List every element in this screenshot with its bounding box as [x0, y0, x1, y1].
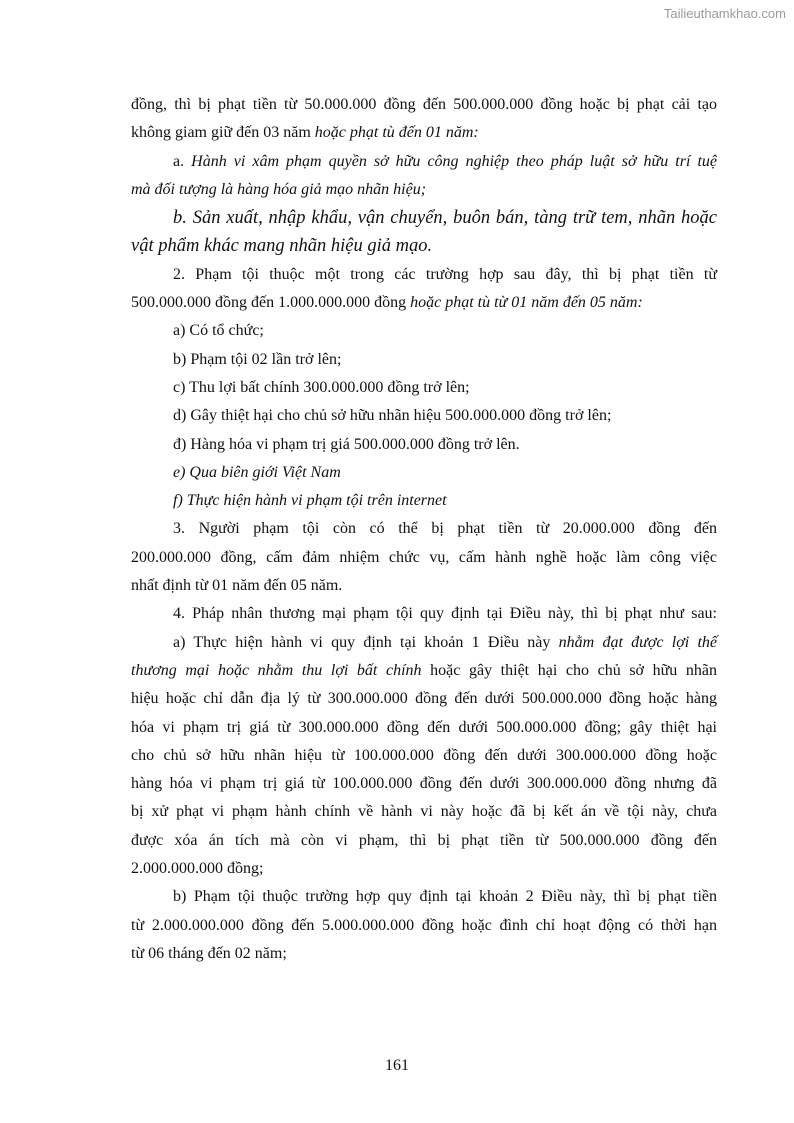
- text-line: cho chủ sở hữu nhãn hiệu từ 100.000.000 đồng đến dưới 300.000.000 đồng hoặc: [131, 746, 717, 764]
- text-line: bị xử phạt vi phạm hành chính về hành vi này hoặc đã bị kết án về tội này, chưa: [131, 803, 717, 821]
- text-line: hàng hóa vi phạm trị giá từ 100.000.000 đồng đến dưới 300.000.000 đồng nhưng đã: [131, 775, 717, 793]
- text-line: f) Thực hiện hành vi phạm tội trên internet: [173, 492, 447, 510]
- text-line: a) Thực hiện hành vi quy định tại khoản 1 Điều này nhằm đạt được lợi thế: [173, 633, 717, 651]
- text-line: a. Hành vi xâm phạm quyền sở hữu công nghiệp theo pháp luật sở hữu trí tuệ: [173, 152, 718, 170]
- text-line: hóa vi phạm trị giá từ 300.000.000 đồng đến dưới 500.000.000 đồng; gây thiệt hại: [131, 718, 717, 736]
- text-line: e) Qua biên giới Việt Nam: [173, 463, 341, 481]
- text-line: hiệu hoặc chỉ dẫn địa lý từ 300.000.000 đồng đến dưới 500.000.000 đồng hoặc hàng: [131, 690, 717, 708]
- text-line: 500.000.000 đồng đến 1.000.000.000 đồng hoặc phạt tù từ 01 năm đến 05 năm:: [131, 294, 643, 312]
- text-line: nhất định từ 01 năm đến 05 năm.: [131, 577, 343, 595]
- watermark: Tailieuthamkhao.com: [663, 6, 786, 21]
- page-number: 161: [385, 1057, 409, 1074]
- text-line: đồng, thì bị phạt tiền từ 50.000.000 đồng đến 500.000.000 đồng hoặc bị phạt cải tạo: [131, 96, 717, 113]
- text-line: vật phẩm khác mang nhãn hiệu giả mạo.: [131, 236, 433, 257]
- text-line: c) Thu lợi bất chính 300.000.000 đồng trở lên;: [173, 378, 470, 396]
- text-line: từ 06 tháng đến 02 năm;: [131, 944, 287, 962]
- text-line: 2. Phạm tội thuộc một trong các trường hợp sau đây, thì bị phạt tiền từ: [173, 265, 717, 283]
- text-line: b) Phạm tội thuộc trường hợp quy định tại khoản 2 Điều này, thì bị phạt tiền: [173, 888, 717, 906]
- text-line: không giam giữ đến 03 năm hoặc phạt tù đến 01 năm:: [131, 124, 479, 142]
- text-line: thương mại hoặc nhằm thu lợi bất chính hoặc gây thiệt hại cho chủ sở hữu nhãn: [131, 661, 718, 679]
- text-line: đ) Hàng hóa vi phạm trị giá 500.000.000 đồng trở lên.: [173, 435, 520, 453]
- text-line: d) Gây thiệt hại cho chủ sở hữu nhãn hiệu 500.000.000 đồng trở lên;: [173, 407, 612, 425]
- document-body: [131, 91, 717, 968]
- text-line: b. Sản xuất, nhập khẩu, vận chuyển, buôn bán, tàng trữ tem, nhãn hoặc: [173, 208, 717, 229]
- text-line: 4. Pháp nhân thương mại phạm tội quy định tại Điều này, thì bị phạt như sau:: [173, 605, 717, 623]
- text-line: được xóa án tích mà còn vi phạm, thì bị phạt tiền từ 500.000.000 đồng đến: [131, 831, 717, 849]
- text-line: 2.000.000.000 đồng;: [131, 860, 264, 878]
- text-line: a) Có tổ chức;: [173, 322, 264, 340]
- text-line: từ 2.000.000.000 đồng đến 5.000.000.000 đồng hoặc đình chỉ hoạt động có thời hạn: [131, 916, 717, 934]
- text-line: 200.000.000 đồng, cấm đảm nhiệm chức vụ, cấm hành nghề hoặc làm công việc: [131, 548, 717, 566]
- text-line: 3. Người phạm tội còn có thể bị phạt tiền từ 20.000.000 đồng đến: [173, 520, 717, 538]
- text-line: b) Phạm tội 02 lần trở lên;: [173, 350, 342, 368]
- text-line: mà đối tượng là hàng hóa giả mạo nhãn hiệu;: [131, 180, 427, 198]
